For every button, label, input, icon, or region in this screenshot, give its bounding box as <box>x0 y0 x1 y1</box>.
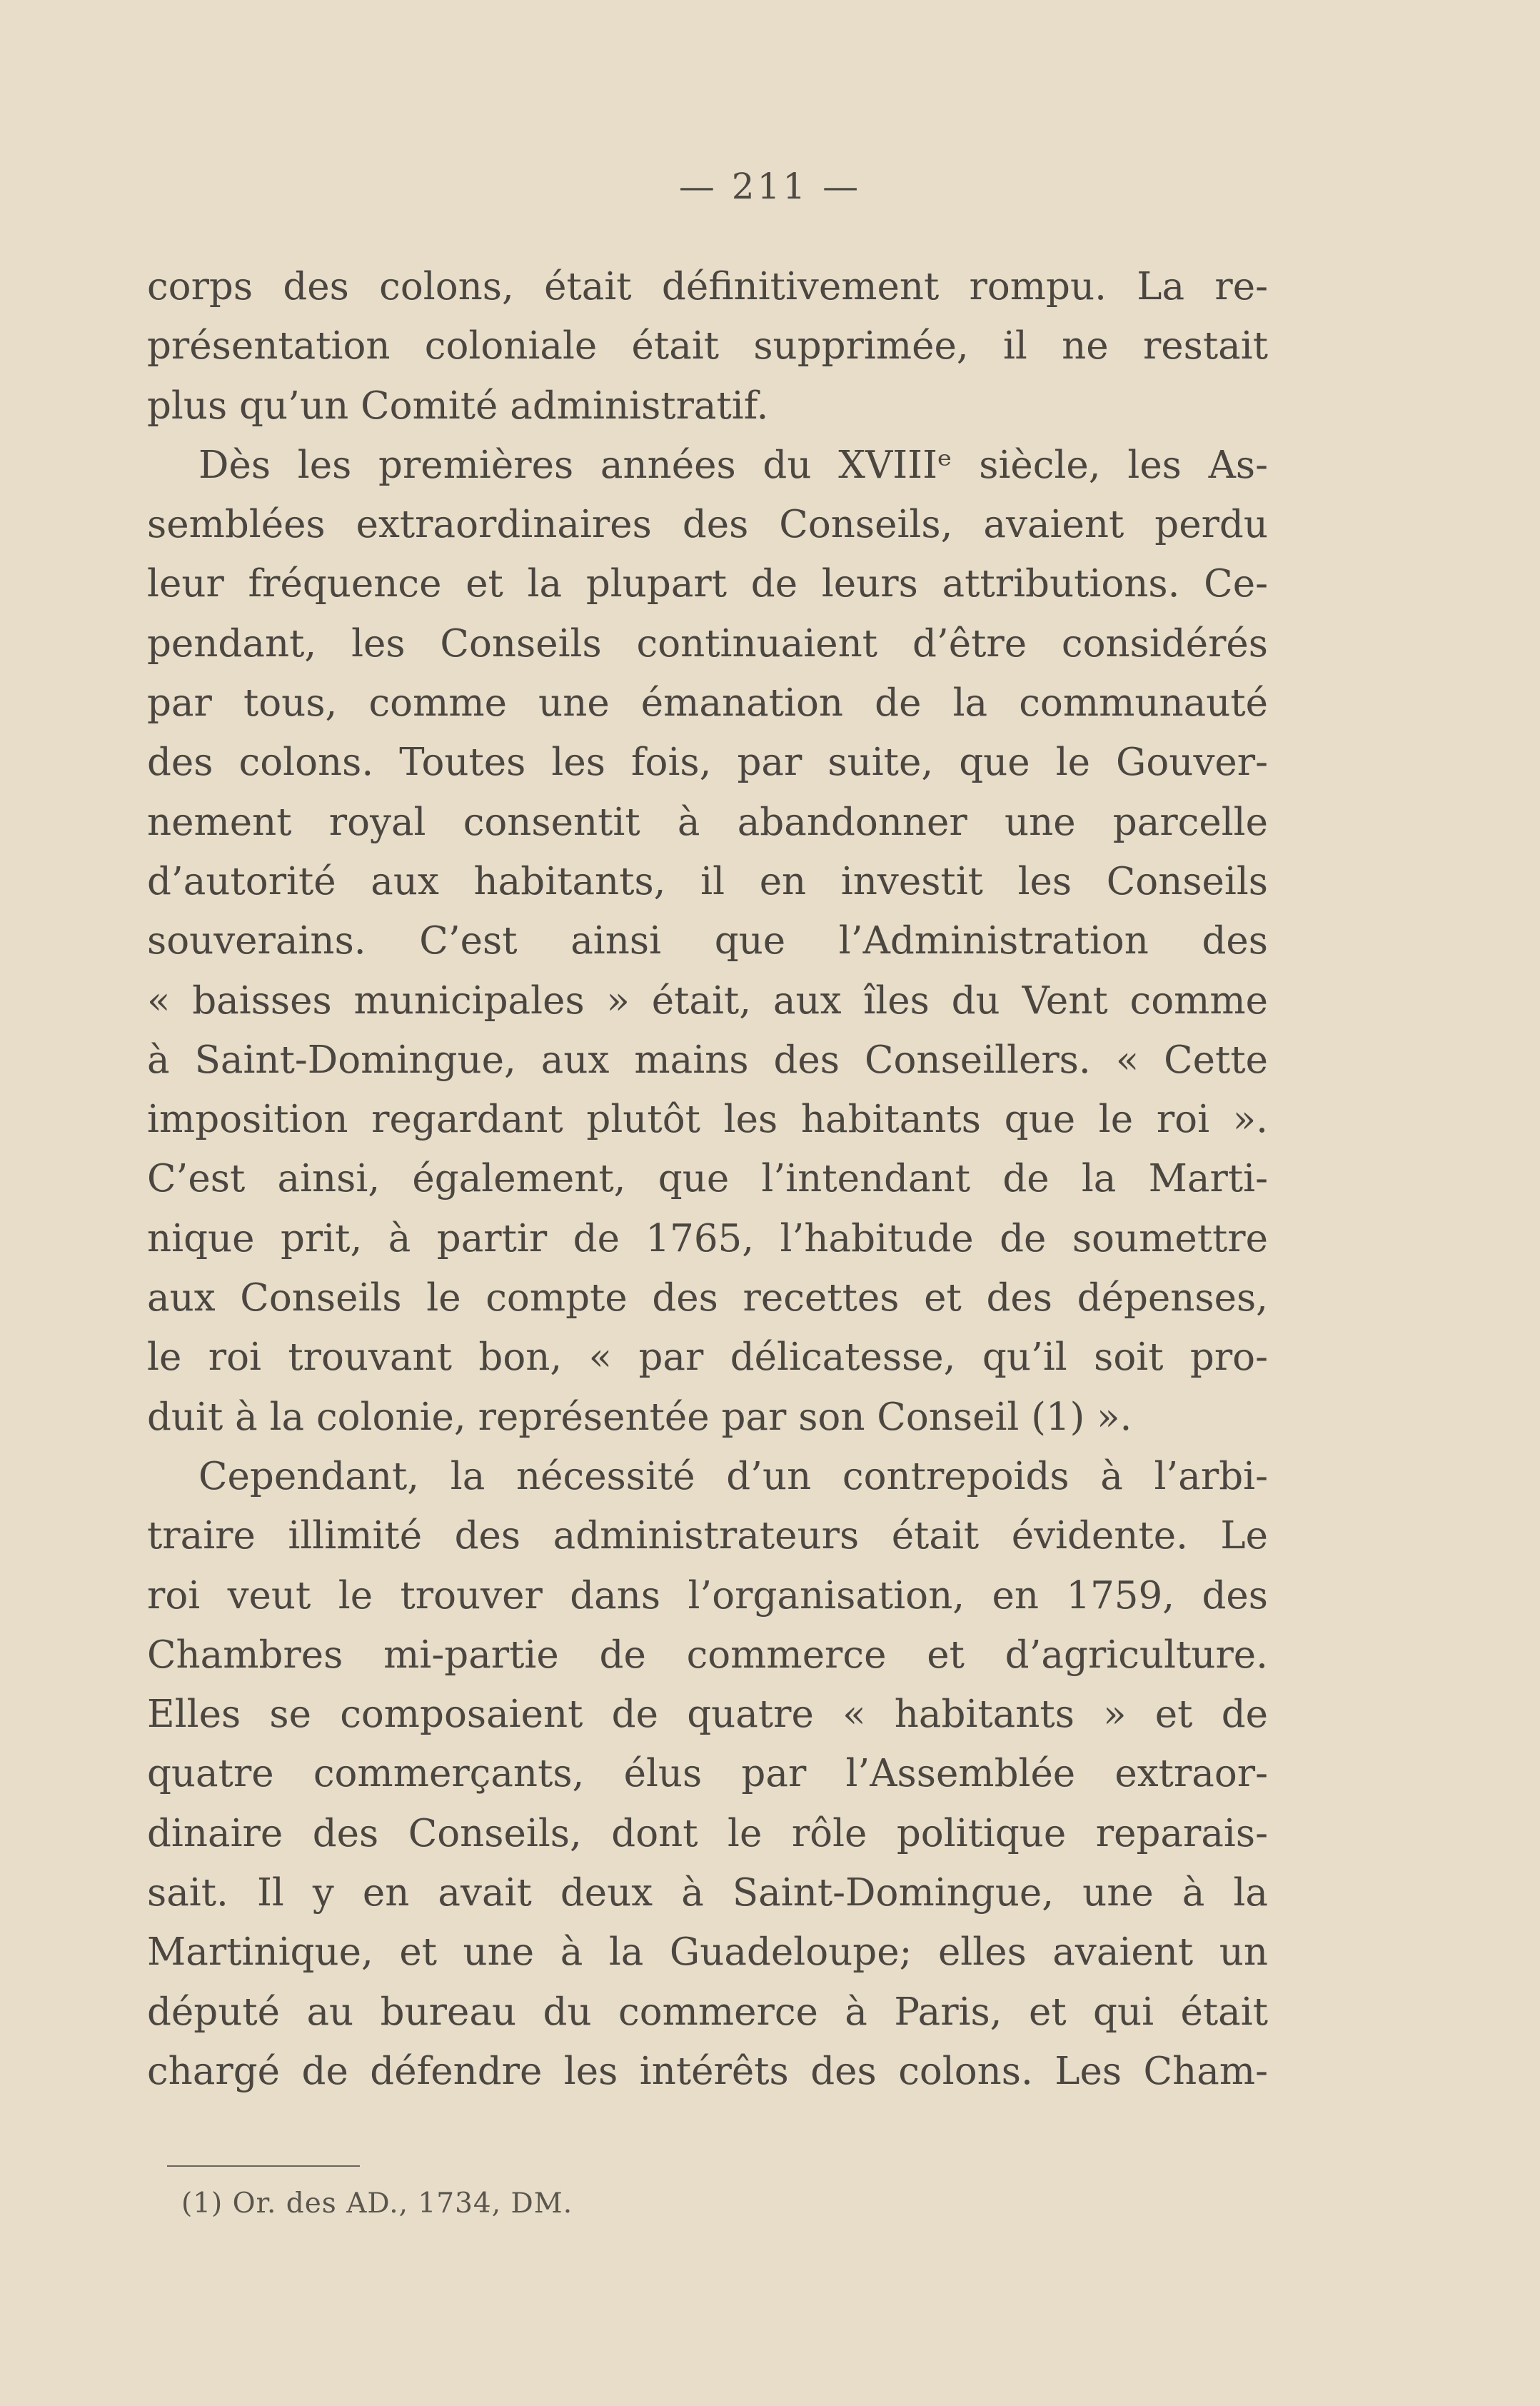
text-line: député au bureau du commerce à Paris, et qui était <box>147 1990 1268 2034</box>
text-line: par tous, comme une émanation de la communauté <box>147 681 1268 726</box>
text-line: à Saint-Domingue, aux mains des Conseillers. « Cette <box>147 1038 1268 1082</box>
text-line: roi veut le trouver dans l’organisation, en 1759, des <box>147 1573 1268 1618</box>
text-line: Cependant, la nécessité d’un contrepoids à l’arbi- <box>198 1454 1268 1498</box>
text-line: d’autorité aux habitants, il en investit les Conseils <box>147 859 1268 903</box>
text-line: dinaire des Conseils, dont le rôle politique reparais- <box>147 1811 1268 1855</box>
text-line: semblées extraordinaires des Conseils, avaient perdu <box>147 503 1268 547</box>
text-line: imposition regardant plutôt les habitants que le roi ». <box>147 1098 1268 1142</box>
text-line: corps des colons, était définitivement rompu. La re- <box>147 265 1268 309</box>
footnote: (1) Or. des AD., 1734, DM. <box>181 2187 573 2220</box>
text-line: le roi trouvant bon, « par délicatesse, qu’il soit pro- <box>147 1335 1268 1380</box>
text-line: plus qu’un Comité administratif. <box>147 384 769 428</box>
text-line: Dès les premières années du XVIIIᵉ siècle, les As- <box>198 443 1268 487</box>
text-line: quatre commerçants, élus par l’Assemblée extraor- <box>147 1752 1268 1796</box>
text-line: pendant, les Conseils continuaient d’être considérés <box>147 621 1268 666</box>
text-line: C’est ainsi, également, que l’intendant de la Marti- <box>147 1157 1268 1201</box>
text-line: « baisses municipales » était, aux îles du Vent comme <box>147 978 1268 1023</box>
text-line: Martinique, et une à la Guadeloupe; elles avaient un <box>147 1930 1268 1975</box>
text-line: traire illimité des administrateurs était évidente. Le <box>147 1514 1268 1558</box>
text-line: chargé de défendre les intérêts des colons. Les Cham- <box>147 2049 1268 2093</box>
text-line: souverains. C’est ainsi que l’Administration des <box>147 919 1268 963</box>
text-line: aux Conseils le compte des recettes et des dépenses, <box>147 1276 1268 1320</box>
text-line: nement royal consentit à abandonner une parcelle <box>147 800 1268 844</box>
text-line: duit à la colonie, représentée par son Conseil (1) ». <box>147 1395 1132 1439</box>
text-line: Elles se composaient de quatre « habitants » et de <box>147 1693 1268 1737</box>
body-text <box>147 257 1268 2101</box>
page-number: — 211 — <box>678 166 862 207</box>
footnote-separator <box>167 2165 360 2167</box>
text-line: Chambres mi-partie de commerce et d’agriculture. <box>147 1633 1268 1677</box>
text-line: nique prit, à partir de 1765, l’habitude de soumettre <box>147 1216 1268 1260</box>
text-line: des colons. Toutes les fois, par suite, que le Gouver- <box>147 741 1268 785</box>
text-line: sait. Il y en avait deux à Saint-Domingue, une à la <box>147 1871 1268 1915</box>
text-line: présentation coloniale était supprimée, il ne restait <box>147 324 1268 369</box>
text-line: leur fréquence et la plupart de leurs attributions. Ce- <box>147 562 1268 606</box>
